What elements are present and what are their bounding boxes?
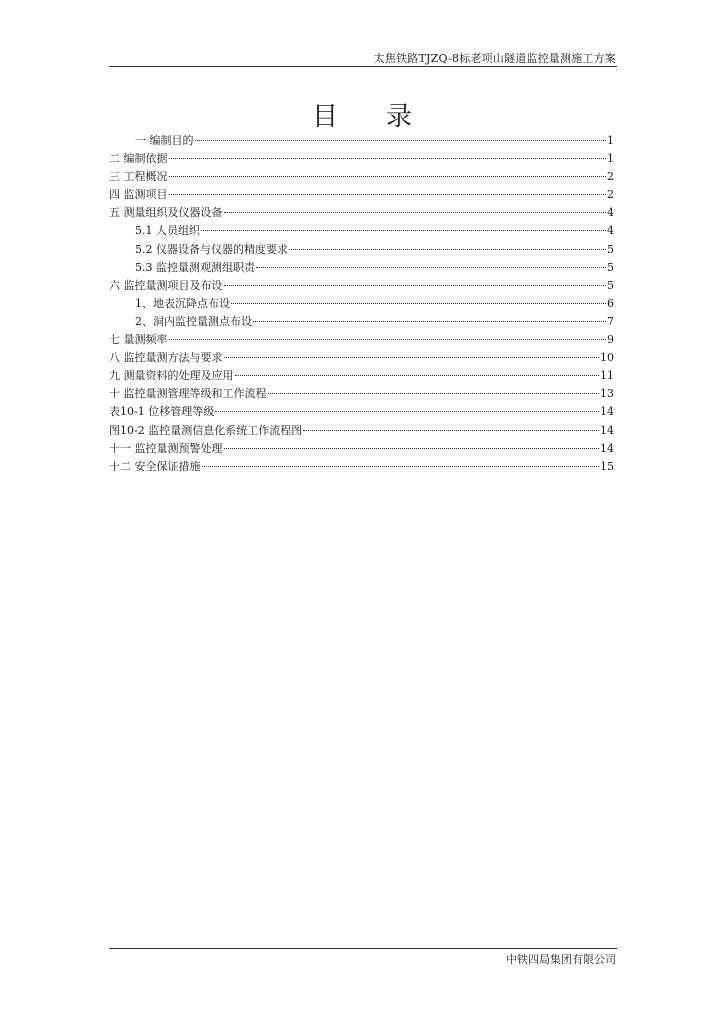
toc-entry-page-number: 6 bbox=[607, 296, 614, 310]
toc-entry[interactable] bbox=[109, 403, 614, 421]
toc-entry-page-number: 5 bbox=[607, 242, 614, 256]
toc-dot-leader bbox=[231, 302, 606, 304]
toc-dot-leader bbox=[224, 284, 607, 286]
toc-dot-leader bbox=[224, 211, 607, 213]
toc-entry-label: 八 监控量测方法与要求 bbox=[109, 351, 223, 365]
toc-entry[interactable] bbox=[109, 222, 614, 240]
toc-entry-page-number: 14 bbox=[600, 423, 614, 437]
toc-entry-label: 九 测量资料的处理及应用 bbox=[109, 369, 234, 383]
toc-entry-label: 六 监控量测项目及布设 bbox=[109, 278, 223, 292]
toc-dot-leader bbox=[169, 193, 607, 195]
toc-entry[interactable] bbox=[109, 440, 614, 458]
toc-entry-page-number: 5 bbox=[607, 278, 614, 292]
toc-entry-page-number: 15 bbox=[600, 459, 614, 473]
toc-entry[interactable] bbox=[109, 132, 614, 150]
toc-entry-label: 一 编制目的 bbox=[135, 134, 194, 147]
toc-title: 目录 bbox=[311, 102, 460, 132]
toc-dot-leader bbox=[169, 175, 607, 177]
toc-entry-label: 图10-2 监控量测信息化系统工作流程图 bbox=[109, 423, 303, 437]
toc-entry-label: 2、洞内监控量测点布设 bbox=[135, 314, 252, 328]
page-header-text: 太焦铁路TJZQ-8标老项山隧道监控量测施工方案 bbox=[373, 52, 616, 65]
toc-entry-page-number: 9 bbox=[607, 333, 614, 347]
toc-entry-label: 十 监控量测管理等级和工作流程 bbox=[109, 387, 267, 401]
toc-dot-leader bbox=[268, 392, 600, 394]
toc-entry[interactable] bbox=[109, 150, 614, 168]
toc-entry-label: 十一 监控量测预警处理 bbox=[109, 441, 223, 455]
footer-rule bbox=[109, 948, 617, 949]
toc-entry-page-number: 5 bbox=[607, 260, 614, 274]
toc-entry-page-number: 1 bbox=[607, 134, 614, 147]
toc-entry[interactable] bbox=[109, 422, 614, 440]
toc-entry-label: 十二 安全保证措施 bbox=[109, 459, 201, 473]
toc-dot-leader bbox=[202, 465, 600, 467]
toc-entry[interactable] bbox=[109, 313, 614, 331]
toc-dot-leader bbox=[256, 266, 606, 268]
header-rule bbox=[109, 66, 617, 67]
toc-entry-page-number: 14 bbox=[600, 441, 614, 455]
table-of-contents bbox=[109, 132, 614, 476]
toc-entry[interactable] bbox=[109, 349, 614, 367]
toc-entry-label: 5.3 监控量测观测组职责 bbox=[135, 260, 255, 274]
toc-entry[interactable] bbox=[109, 168, 614, 186]
toc-entry-label: 三 工程概况 bbox=[109, 170, 168, 184]
toc-entry-page-number: 10 bbox=[600, 351, 614, 365]
toc-entry-page-number: 2 bbox=[607, 170, 614, 184]
toc-entry-page-number: 4 bbox=[607, 224, 614, 238]
toc-entry[interactable] bbox=[109, 277, 614, 295]
toc-entry-label: 1、地表沉降点布设 bbox=[135, 296, 230, 310]
toc-entry[interactable] bbox=[109, 259, 614, 277]
toc-entry-label: 表10-1 位移管理等级 bbox=[109, 405, 215, 419]
toc-entry[interactable] bbox=[109, 367, 614, 385]
toc-dot-leader bbox=[224, 356, 600, 358]
toc-entry-label: 五 测量组织及仪器设备 bbox=[109, 206, 223, 220]
toc-entry[interactable] bbox=[109, 295, 614, 313]
toc-dot-leader bbox=[235, 374, 600, 376]
toc-dot-leader bbox=[169, 338, 607, 340]
toc-entry-label: 5.2 仪器设备与仪器的精度要求 bbox=[135, 242, 288, 256]
toc-entry-page-number: 7 bbox=[607, 314, 614, 328]
toc-dot-leader bbox=[303, 429, 599, 431]
toc-entry[interactable] bbox=[109, 385, 614, 403]
toc-dot-leader bbox=[253, 320, 606, 322]
toc-entry-label: 七 量测频率 bbox=[109, 333, 168, 347]
toc-entry-page-number: 4 bbox=[607, 206, 614, 220]
toc-entry[interactable] bbox=[109, 204, 614, 222]
toc-entry-page-number: 14 bbox=[600, 405, 614, 419]
toc-entry-label: 5.1 人员组织 bbox=[135, 224, 200, 238]
toc-dot-leader bbox=[169, 157, 607, 159]
toc-entry[interactable] bbox=[109, 241, 614, 259]
toc-entry-page-number: 1 bbox=[607, 152, 614, 166]
toc-dot-leader bbox=[201, 229, 606, 231]
toc-entry[interactable] bbox=[109, 458, 614, 476]
toc-dot-leader bbox=[215, 410, 599, 412]
toc-entry[interactable] bbox=[109, 186, 614, 204]
toc-dot-leader bbox=[289, 248, 606, 250]
toc-entry-label: 四 监测项目 bbox=[109, 188, 168, 202]
toc-entry-page-number: 13 bbox=[600, 387, 614, 401]
toc-entry[interactable] bbox=[109, 331, 614, 349]
toc-dot-leader bbox=[224, 447, 600, 449]
page-footer-text: 中铁四局集团有限公司 bbox=[506, 953, 616, 966]
toc-entry-page-number: 11 bbox=[600, 369, 614, 383]
toc-dot-leader bbox=[195, 139, 607, 141]
toc-entry-page-number: 2 bbox=[607, 188, 614, 202]
toc-entry-label: 二 编制依据 bbox=[109, 152, 168, 166]
